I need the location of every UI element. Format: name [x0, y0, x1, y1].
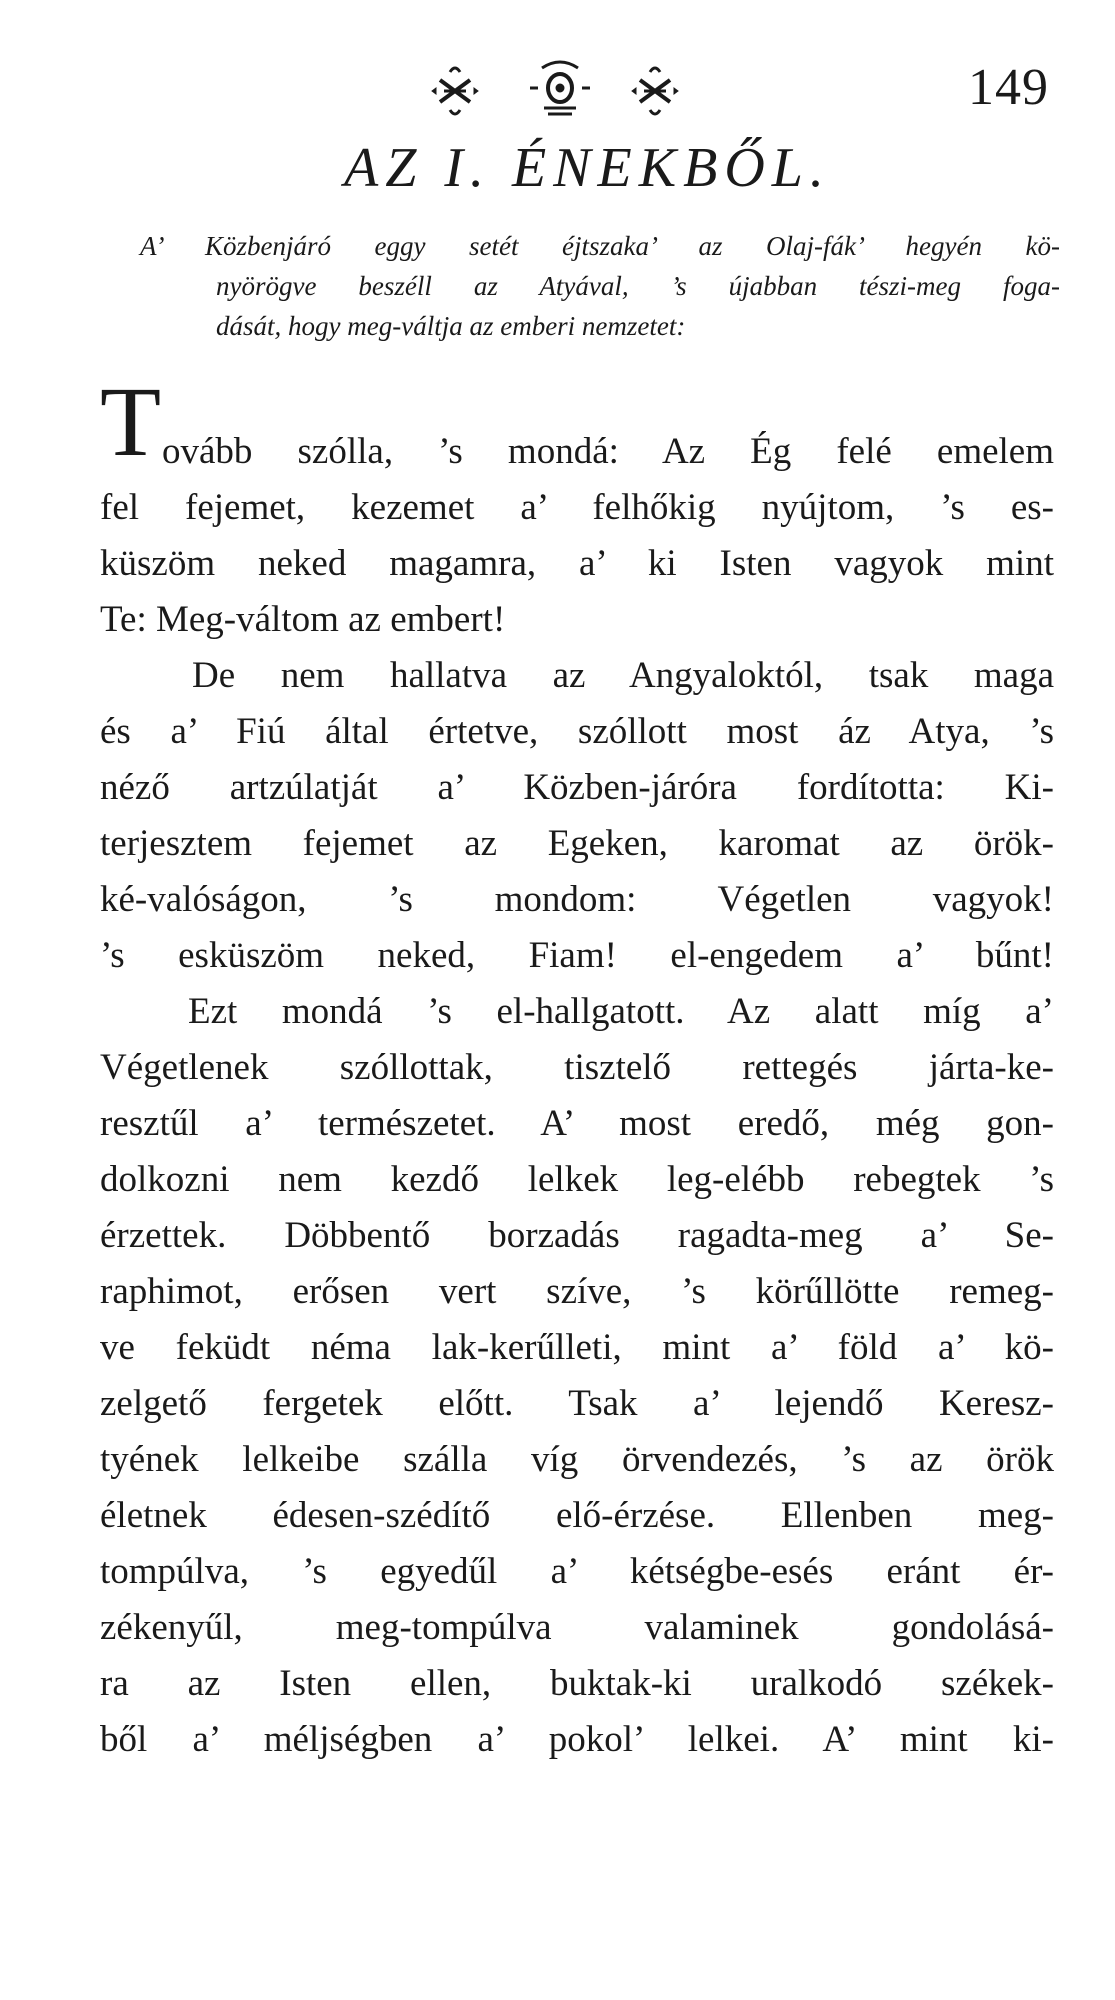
body-line: zékenyűl, meg-tompúlva valaminek gondolásá- [100, 1607, 1054, 1648]
body-line: resztűl a’ természetet. A’ most eredő, még gon- [100, 1103, 1054, 1144]
summary-line: A’ Közbenjáró eggy setét éjtszaka’ az Olaj-fák’ hegyén kö- [140, 231, 1060, 261]
body-line: ké-valóságon, ’s mondom: Végetlen vagyok! [100, 879, 1054, 920]
body-line: Te: Meg-váltom az embert! [100, 599, 506, 640]
decorative-ornament-icon [430, 58, 690, 118]
body-line: ’s esküszöm neked, Fiam! el-engedem a’ bűnt! [100, 935, 1054, 976]
center-motif-icon [530, 62, 590, 114]
drop-cap: T [100, 366, 162, 477]
body-line: raphimot, erősen vert szíve, ’s körűllötte remeg- [100, 1271, 1054, 1312]
body-line: Végetlenek szóllottak, tisztelő rettegés járta-ke- [100, 1047, 1054, 1088]
right-flourish-icon [632, 68, 678, 114]
chapter-title: AZ I. ÉNEKBŐL. [344, 137, 831, 199]
body-line: és a’ Fiú által értetve, szóllott most áz Atya, ’s [100, 711, 1054, 752]
body-line: ra az Isten ellen, buktak-ki uralkodó székek- [100, 1663, 1054, 1704]
body-line: Ezt mondá ’s el-hallgatott. Az alatt míg a’ [188, 991, 1054, 1032]
summary-line: dását, hogy meg-váltja az emberi nemzetet: [216, 311, 686, 341]
body-line: fel fejemet, kezemet a’ felhőkig nyújtom, ’s es- [100, 487, 1054, 528]
body-line: ovább szólla, ’s mondá: Az Ég felé emelem [162, 431, 1054, 472]
summary-line: nyörögve beszéll az Atyával, ’s újabban tészi-meg foga- [216, 271, 1060, 301]
body-line: dolkozni nem kezdő lelkek leg-elébb rebegtek ’s [100, 1159, 1054, 1200]
body-line: terjesztem fejemet az Egeken, karomat az örök- [100, 823, 1054, 864]
body-line: érzettek. Döbbentő borzadás ragadta-meg a’ Se- [100, 1215, 1054, 1256]
body-line: tompúlva, ’s egyedűl a’ kétségbe-esés eránt ér- [100, 1551, 1054, 1592]
body-line: néző artzúlatját a’ Közben-járóra fordította: Ki- [100, 767, 1054, 808]
body-line: küszöm neked magamra, a’ ki Isten vagyok mint [100, 543, 1054, 584]
left-flourish-icon [432, 68, 478, 114]
body-line: tyének lelkeibe szálla víg örvendezés, ’s az örök [100, 1439, 1054, 1480]
body-line: életnek édesen-szédítő elő-érzése. Ellenben meg- [100, 1495, 1054, 1536]
body-line: zelgető fergetek előtt. Tsak a’ lejendő Keresz- [100, 1383, 1054, 1424]
body-line: De nem hallatva az Angyaloktól, tsak maga [192, 655, 1054, 696]
body-line: ve feküdt néma lak-kerűlleti, mint a’ föld a’ kö- [100, 1327, 1054, 1368]
body-line: ből a’ méljségben a’ pokol’ lelkei. A’ mint ki- [100, 1719, 1054, 1760]
page-number: 149 [968, 59, 1049, 116]
